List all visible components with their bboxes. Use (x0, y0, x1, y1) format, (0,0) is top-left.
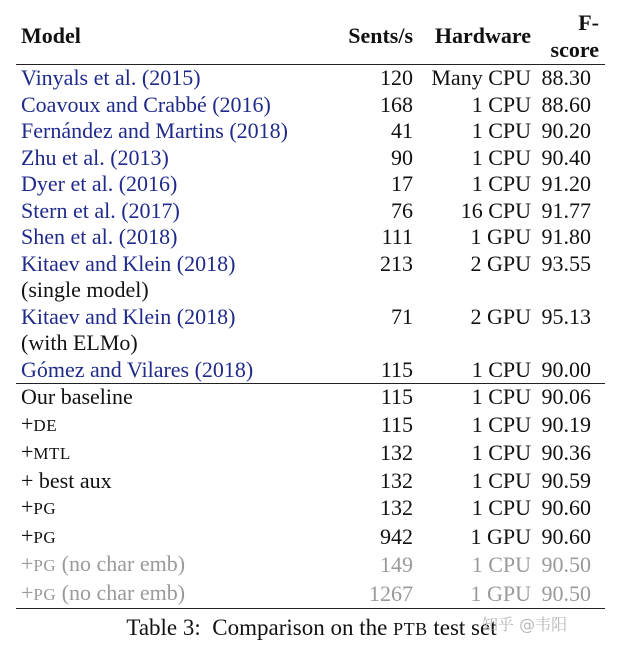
model-tag: PG (33, 556, 57, 575)
model-cell[interactable]: Gómez and Vilares (2018) (21, 356, 254, 382)
model-prefix: + (21, 522, 34, 548)
table-row (16, 580, 605, 609)
model-cell[interactable]: Fernández and Martins (2018) (21, 118, 288, 143)
model-cell (16, 439, 310, 468)
results-table (16, 10, 605, 609)
table-row (16, 523, 605, 552)
results-table-container (16, 10, 605, 609)
sents-cell: 132 (380, 495, 413, 520)
fscore-cell: 90.19 (541, 411, 591, 437)
fscore-cell: 93.55 (541, 250, 591, 276)
table-row (16, 171, 605, 198)
table-row (16, 118, 605, 145)
table-row (16, 145, 605, 172)
table-row (16, 551, 605, 580)
sents-cell: 168 (380, 91, 413, 117)
model-tag: PG (33, 527, 57, 547)
hardware-cell: 1 GPU (470, 523, 531, 549)
model-cell (16, 580, 310, 609)
fscore-cell: 91.77 (541, 197, 591, 223)
table-row (16, 251, 605, 278)
hardware-cell: 16 CPU (460, 197, 531, 223)
hardware-cell: 1 CPU (471, 356, 531, 382)
model-prefix: + (21, 410, 34, 436)
sents-cell: 149 (380, 552, 413, 577)
sents-cell: 213 (380, 250, 413, 276)
caption-text-before: Comparison on the (212, 615, 394, 640)
table-row (16, 198, 605, 225)
sents-cell: 115 (380, 411, 413, 437)
table-row (16, 494, 605, 523)
fscore-cell: 90.36 (541, 440, 591, 465)
hardware-cell: 1 CPU (471, 467, 531, 493)
hardware-cell: 1 CPU (471, 552, 531, 577)
model-cell[interactable]: Vinyals et al. (2015) (21, 65, 201, 90)
model-tag: PG (33, 584, 57, 604)
model-cell (16, 468, 310, 495)
sents-cell: 41 (391, 118, 413, 143)
sents-cell: 17 (391, 171, 413, 196)
table-row-continuation (16, 277, 605, 304)
hardware-cell: 1 CPU (471, 411, 531, 437)
table-row (16, 304, 605, 331)
model-prefix: Our baseline (21, 384, 133, 409)
header-fscore: F-score (537, 10, 605, 65)
sents-cell: 76 (391, 197, 413, 223)
model-prefix: + (21, 551, 34, 576)
hardware-cell: 2 GPU (470, 250, 531, 276)
caption-text-after: test set (427, 615, 497, 640)
model-tag: DE (33, 415, 58, 435)
fscore-cell: 90.60 (541, 495, 591, 520)
table-row (16, 65, 605, 92)
model-cell (16, 523, 310, 552)
caption-label: Table 3: (126, 615, 201, 640)
model-cell[interactable]: Dyer et al. (2016) (21, 171, 178, 196)
model-cell[interactable]: Kitaev and Klein (2018) (21, 303, 236, 329)
table-row (16, 357, 605, 384)
model-cell[interactable]: Stern et al. (2017) (21, 197, 180, 223)
hardware-cell: 1 CPU (471, 91, 531, 117)
model-cell (16, 551, 310, 580)
sents-cell: 120 (380, 65, 413, 90)
table-row (16, 92, 605, 119)
model-cell[interactable]: Coavoux and Crabbé (2016) (21, 91, 271, 117)
sents-cell: 71 (391, 303, 413, 329)
sents-cell: 1267 (310, 580, 421, 609)
fscore-cell: 90.20 (541, 118, 591, 143)
watermark: 知乎 @韦阳 (482, 615, 568, 634)
hardware-cell: 1 CPU (471, 118, 531, 143)
fscore-cell: 90.50 (537, 580, 605, 609)
hardware-cell: 1 GPU (470, 224, 531, 249)
model-prefix: + (21, 494, 34, 519)
model-cell[interactable]: Shen et al. (2018) (21, 224, 178, 249)
sents-cell: 942 (380, 523, 413, 549)
hardware-cell: 1 CPU (471, 440, 531, 465)
model-prefix: + (21, 579, 34, 605)
table-row (16, 411, 605, 440)
fscore-cell: 95.13 (541, 303, 591, 329)
model-suffix: (no char emb) (56, 551, 186, 576)
hardware-cell: 1 CPU (471, 144, 531, 170)
sents-cell: 132 (380, 440, 413, 465)
fscore-cell: 90.00 (541, 356, 591, 382)
fscore-cell: 90.06 (537, 384, 605, 411)
model-cell (16, 384, 310, 411)
fscore-cell: 90.59 (541, 467, 591, 493)
table-row (16, 468, 605, 495)
header-model: Model (16, 10, 310, 65)
model-cell[interactable]: Kitaev and Klein (2018) (21, 250, 236, 276)
model-tag: MTL (33, 444, 71, 463)
model-prefix: + (21, 439, 34, 464)
sents-cell: 90 (391, 144, 413, 170)
model-cell (16, 411, 310, 440)
table-row (16, 224, 605, 251)
hardware-cell: 1 GPU (421, 580, 537, 609)
model-note-cell: (single model) (21, 277, 149, 302)
table-row (16, 439, 605, 468)
hardware-cell: 2 GPU (470, 303, 531, 329)
caption-ptb: PTB (393, 619, 428, 639)
fscore-cell: 88.30 (541, 65, 591, 90)
fscore-cell: 91.20 (541, 171, 591, 196)
table-row (16, 384, 605, 411)
hardware-cell: 1 CPU (471, 495, 531, 520)
hardware-cell: 1 CPU (421, 384, 537, 411)
sents-cell: 115 (380, 356, 413, 382)
fscore-cell: 90.60 (541, 523, 591, 549)
fscore-cell: 90.40 (541, 144, 591, 170)
table-row-continuation (16, 330, 605, 357)
header-sents: Sents/s (310, 10, 421, 65)
header-hardware: Hardware (421, 10, 537, 65)
fscore-cell: 91.80 (541, 224, 591, 249)
model-note-cell: (with ELMo) (21, 330, 138, 355)
model-suffix: (no char emb) (56, 579, 186, 605)
model-cell (16, 494, 310, 523)
sents-cell: 115 (310, 384, 421, 411)
fscore-cell: 90.50 (541, 552, 591, 577)
model-cell[interactable]: Zhu et al. (2013) (21, 144, 169, 170)
hardware-cell: Many CPU (431, 65, 531, 90)
sents-cell: 111 (381, 224, 413, 249)
sents-cell: 132 (380, 467, 413, 493)
model-tag: PG (33, 499, 57, 518)
fscore-cell: 88.60 (541, 91, 591, 117)
model-prefix: + best aux (21, 467, 112, 493)
table-header-row (16, 10, 605, 65)
hardware-cell: 1 CPU (471, 171, 531, 196)
